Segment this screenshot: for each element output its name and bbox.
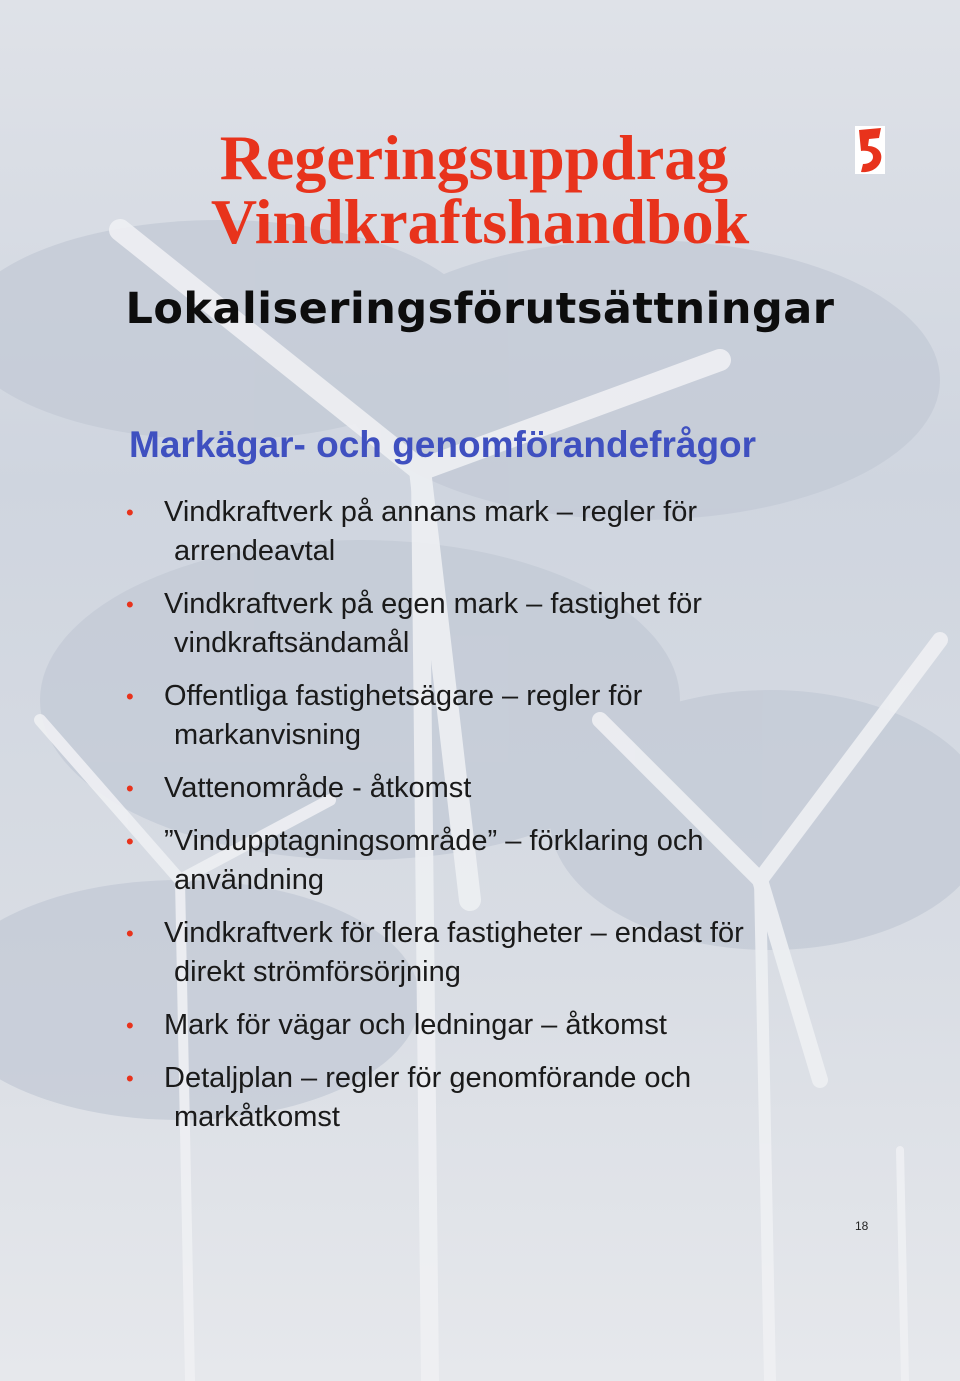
section-heading: Markägar- och genomförandefrågor: [129, 424, 757, 465]
list-item: [126, 1059, 846, 1137]
bullet-icon: •: [126, 1066, 134, 1091]
page-number: 18: [855, 1219, 869, 1233]
bullet-text: Offentliga fastighetsägare – regler för: [164, 680, 643, 712]
title-line2: Vindkraftshandbok: [210, 186, 750, 257]
bullet-text-cont: markanvisning: [174, 719, 361, 751]
list-item: [126, 769, 846, 808]
bullet-text: ”Vindupptagningsområde” – förklaring och: [164, 825, 704, 857]
bullet-text-cont: användning: [174, 864, 324, 896]
bullet-text: Mark för vägar och ledningar – åtkomst: [164, 1009, 667, 1041]
bullet-list: [126, 493, 846, 1151]
bullet-icon: •: [126, 500, 134, 525]
bullet-icon: •: [126, 684, 134, 709]
bullet-text: Vattenområde - åtkomst: [164, 772, 472, 804]
bullet-icon: •: [126, 921, 134, 946]
list-item: [126, 914, 846, 992]
bullet-text: Vindkraftverk på annans mark – regler för: [164, 496, 698, 528]
title-line1: Regeringsuppdrag: [219, 122, 729, 193]
bullet-text: Detaljplan – regler för genomförande och: [164, 1062, 692, 1094]
list-item: [126, 493, 846, 571]
subtitle: Lokaliseringsförutsättningar: [125, 284, 835, 334]
bullet-icon: •: [126, 776, 134, 801]
bullet-text: Vindkraftverk för flera fastigheter – endast för: [164, 917, 744, 949]
bullet-icon: •: [126, 592, 134, 617]
bullet-icon: •: [126, 1013, 134, 1038]
bullet-icon: •: [126, 829, 134, 854]
list-item: [126, 677, 846, 755]
list-item: [126, 585, 846, 663]
list-item: [126, 822, 846, 900]
list-item: [126, 1006, 846, 1045]
bullet-text-cont: arrendeavtal: [174, 535, 336, 567]
bullet-text-cont: markåtkomst: [174, 1101, 340, 1133]
bullet-text-cont: vindkraftsändamål: [174, 627, 410, 659]
bullet-text: Vindkraftverk på egen mark – fastighet för: [164, 588, 702, 620]
bullet-text-cont: direkt strömförsörjning: [174, 956, 461, 988]
